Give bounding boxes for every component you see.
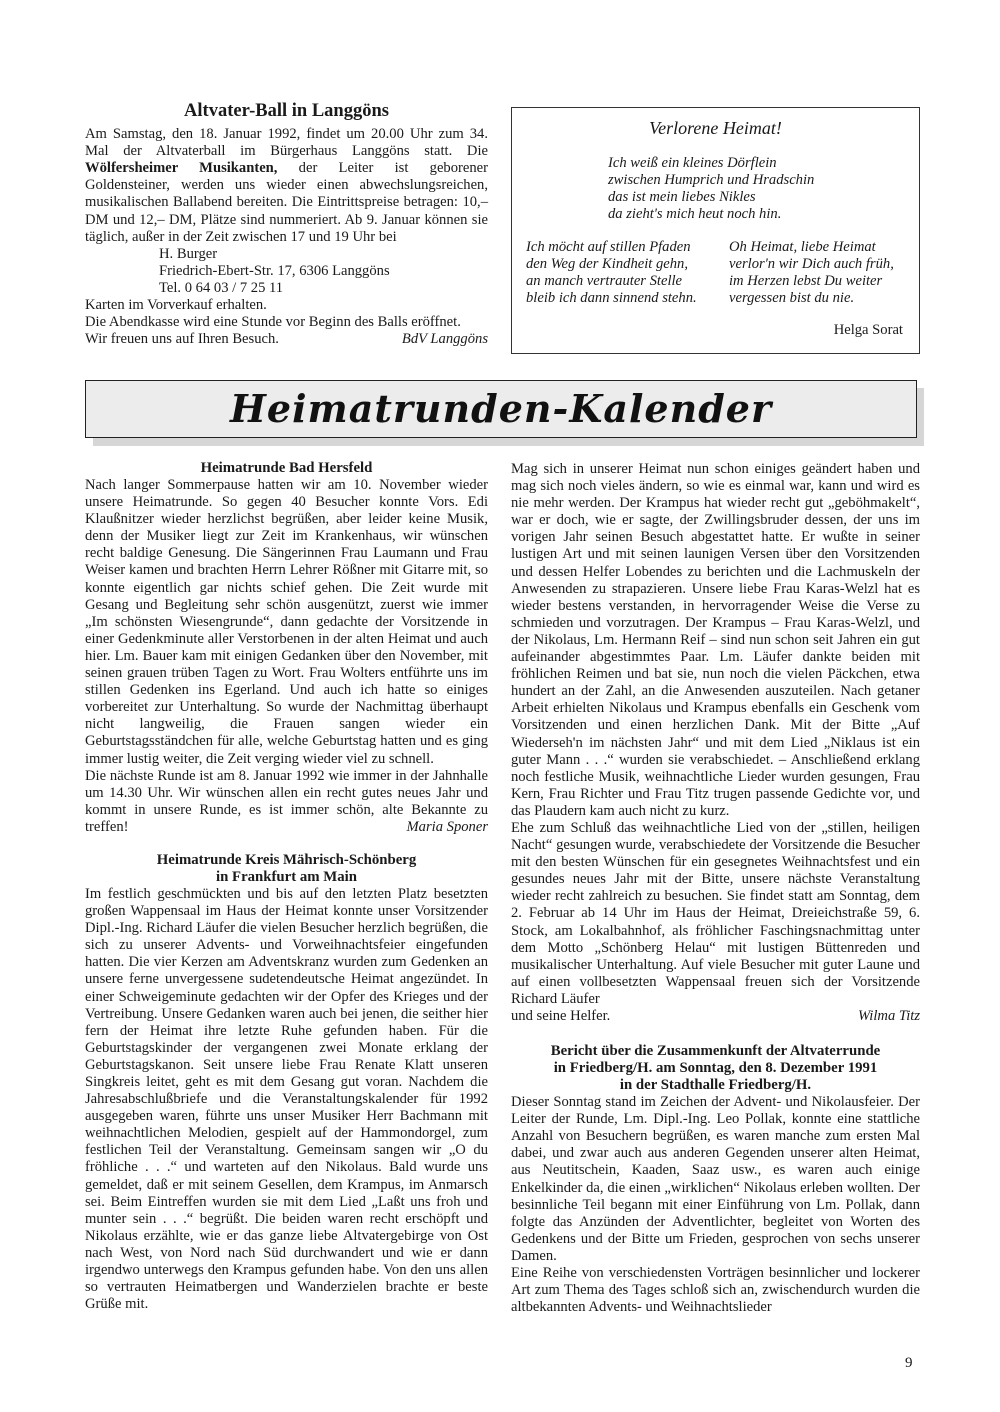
maehrisch-title-line-2: in Frankfurt am Main — [216, 868, 357, 885]
hersfeld-paragraph-1: Nach langer Sommerpause hatten wir am 10. November wieder unsere Heimatrunde. So gegen 40 Besucher konnte Vors. Edi Klaußnitzer wieder herzlichst begrüßen, aber leider keine Musik, denn der Musiker liegt zur Zeit im Krankenhaus, wir wünschen recht baldige Genesung. Die Sängerinnen Frau Laumann und Frau Weiser kamen und brachten Herrn Lehrer Rößner mit Gitarre mit, so konnte eigentlich gar nichts schief gehen. Die Zeit wurde mit Gesang und Begleitung sehr schön ausgenützt, zuerst wie immer „Im schönsten Wiesengrunde“, dann gedachte der Vorsitzende in einer Gedenkminute aller Verstorbenen in der alten Heimat und auch hier. Lm. Bauer kam mit einigen Gedanken über den November, mit seinen grauen trüben Tagen zu Wort. Frau Wolters entführte uns im stillen Gedenken ins Egerland. Und auch ich hatte so einiges vorbereitet zur Unterhaltung. So wurde der Nachmittag überhaupt nicht langweilig, die Frauen sangen wieder ein Geburtstagsständchen für alle, welche Geburtstag hatten und es ging immer lustig weiter, die Zeit verging wieder viel zu schnell. — [85, 477, 488, 767]
maehrisch-cont-paragraph-2: Ehe zum Schluß das weihnachtliche Lied von der „stillen, heiligen Nacht“ gesungen wurde, verabschiedete der Vorsitzende die Besucher mit den besten Wünschen für ein gesegnetes Weihnachtsfest und ein gesundes neues Jahr mit der Bitte, unsere nächste Veranstaltung wieder recht zahlreich zu besuchen. Sie findet statt am Sonntag, dem 2. Februar ab 14 Uhr im Haus der Heimat, Dreieichstraße 59, 6. Stock, am Lokalbahnhof, als fröhlicher Faschingsnachmittag unter dem Motto „Schönberg Helau“ mit lustigen Büttenreden und musikalischer Unterhaltung. Auf viele Besucher mit guter Laune und auf einen vollbesetzten Wappensaal freuen sich der Vorsitzende Richard Läufer — [511, 819, 920, 1007]
poem-line: bleib ich dann sinnend stehn. — [526, 290, 697, 307]
ball-signature: BdV Langgöns — [401, 331, 488, 348]
poem-line: vergessen bist du nie. — [729, 290, 855, 307]
poem-stanza-3 — [729, 239, 919, 307]
maehrisch-cont-paragraph-1: Mag sich in unserer Heimat nun schon einiges geändert haben und mag sich noch vieles ändern, so wie es einmal war, kann und wird es nie mehr werden. Der Krampus hat wieder recht gut „geböhmakelt“, war er doch, wie er sagte, der Zwillingsbruder dessen, der uns im vorigen Jahr seinen Besuch abgestattet hatte. Er wußte in seiner lustigen Art und mit seinen launigen Versen über den Vorsitzenden und dessen Helfer Lobendes zu berichten und die Lachmuskeln der Anwesenden zu strapazieren. Unsere liebe Frau Karas-Welzl hat es wieder bestens verstanden, in hervorragender Weise die Verse zu schmieden und vorzutragen. Der Krampus – Frau Karas-Welzl, und der Nikolaus, Lm. Hermann Reif – sind nun schon seit Jahren ein gut aufeinander abgestimmtes Paar. Lm. Läufer dankte beiden mit fröhlichen Reimen und bat sie, nun noch die vielen Päckchen, etwa hundert an der Zahl, an die Anwesenden auszuteilen. Nach getaner Arbeit erhielten Nikolaus und Krampus ebenfalls ein Geschenk vom Vorsitzenden und einen herzlichen Dank. Mit der Bitte „Auf Wiederseh'n im nächsten Jahr“ und mit dem Lied „Niklaus ist ein guter Mann . . .“ wurden sie verabschiedet. – Anschließend erklang noch festliche Musik, weihnachtliche Lieder wurden gesungen, Frau Kern, Frau Richter und Frau Titz trugen passende Gedichte vor, und das Plaudern kam auch nicht zu kurz. — [511, 461, 920, 819]
maehrisch-closing-text: und seine Helfer. — [511, 1008, 611, 1024]
poem-line: im Herzen lebst Du weiter — [729, 273, 883, 290]
poem-line: Oh Heimat, liebe Heimat — [729, 239, 876, 255]
banner — [85, 380, 917, 438]
poem-line: da zieht's mich heut noch hin. — [608, 206, 782, 223]
ball-line-presale: Karten im Vorverkauf erhalten. — [85, 297, 267, 314]
ball-p1a: Am Samstag, den 18. Januar 1992, findet um 20.00 Uhr zum 34. Mal der Altvaterball im Bürgerhaus Langgöns statt. Die — [85, 126, 488, 160]
friedberg-paragraph-2: Eine Reihe von verschiedensten Vorträgen besinnlicher und lockerer Art zum Thema des Tages schloß sich an, zwischendurch wurden die altbekannten Advents- und Weihnachtslieder — [511, 1265, 920, 1316]
poem-line: verlor'n wir Dich auch früh, — [729, 256, 894, 273]
friedberg-title — [511, 1043, 920, 1094]
maehrisch-signature: Wilma Titz — [857, 1008, 920, 1024]
hersfeld-paragraph-2: Die nächste Runde ist am 8. Januar 1992 wie immer in der Jahnhalle um 14.30 Uhr. Wir wünschen allen ein recht gutes neues Jahr und kommt in unsere Runde, es ist immer schön, alte Bekannte zu treffen! — [85, 767, 488, 835]
poem-stanza-1 — [608, 155, 908, 223]
poem-line: zwischen Humprich und Hradschin — [608, 172, 815, 189]
ball-closing — [85, 331, 488, 348]
friedberg-title-line-3: in der Stadthalle Friedberg/H. — [619, 1077, 812, 1094]
ball-band-name: Wölfersheimer Musikanten, — [85, 160, 278, 177]
ball-line-boxoffice: Die Abendkasse wird eine Stunde vor Beginn des Balls eröffnet. — [85, 314, 461, 331]
ball-closing-text: Wir freuen uns auf Ihren Besuch. — [85, 331, 279, 348]
ball-article — [85, 103, 488, 348]
friedberg-paragraph-1: Dieser Sonntag stand im Zeichen der Advent- und Nikolausfeier. Der Leiter der Runde, Lm. Dipl.-Ing. Leo Pollak, konnte eine stattliche Anzahl von Besuchern begrüßen, es waren manche zum ersten Mal dabei, und zwar auch aus anderen Gegenden unserer alten Heimat, aus Neutitschein, Kaaden, Saaz usw., es waren auch einige Enkelkinder da, die einen „wirklichen“ Nikolaus erleben wollten. Der besinnliche Teil begann mit einer Einführung von Lm. Pollak, dann folgte das Anzünden der Adventlichter, begleitet von Worten des Gedenkens und der Bitte um Frieden, gesprochen von sechs unserer Damen. — [511, 1094, 920, 1264]
poem-line: den Weg der Kindheit gehn, — [526, 256, 688, 273]
ball-p1c: der Leiter ist geborener Goldensteiner, werden uns wieder einen abwechslungsreichen, musikalischen Ballabend bereiten. Die Eintrittspreise betragen: 10,– DM und 12,– DM, Plätze sind nummeriert. Ab 9. Januar können sie täglich, außer in der Zeit zwischen 17 und 19 Uhr bei — [85, 160, 488, 245]
ball-address-street: Friedrich-Ebert-Str. 17, 6306 Langgöns — [159, 262, 390, 279]
poem-line: Ich möcht auf stillen Pfaden — [526, 239, 691, 255]
ball-address-phone: Tel. 0 64 03 / 7 25 11 — [159, 279, 284, 296]
left-column — [85, 460, 488, 1313]
friedberg-title-line-1: Bericht über die Zusammenkunft der Altvaterrunde — [550, 1043, 881, 1060]
banner-title: Heimatrunden-Kalender — [230, 386, 772, 431]
ball-paragraph — [85, 126, 488, 246]
maehrisch-title-line-1: Heimatrunde Kreis Mährisch-Schönberg — [156, 851, 417, 868]
ball-title: Altvater-Ball in Langgöns — [184, 101, 389, 121]
maehrisch-title — [85, 852, 488, 886]
ball-address-name: H. Burger — [159, 245, 218, 262]
page-number: 9 — [905, 1355, 913, 1371]
hersfeld-title: Heimatrunde Bad Hersfeld — [200, 460, 373, 476]
poem-line: an manch vertrauter Stelle — [526, 273, 683, 290]
friedberg-title-line-2: in Friedberg/H. am Sonntag, den 8. Dezember 1991 — [553, 1060, 878, 1077]
poem-line: das ist mein liebes Nikles — [608, 189, 756, 206]
hersfeld-signature: Maria Sponer — [406, 818, 488, 835]
poem-box — [511, 107, 920, 354]
right-column — [511, 461, 920, 1316]
poem-author: Helga Sorat — [833, 322, 903, 338]
maehrisch-closing — [511, 1008, 920, 1025]
poem-line: Ich weiß ein kleines Dörflein — [608, 155, 777, 171]
poem-title: Verlorene Heimat! — [649, 118, 782, 138]
maehrisch-paragraph: Im festlich geschmückten und bis auf den letzten Platz besetzten großen Wappensaal im Haus der Heimat konnte unser Vorsitzender Dipl.-Ing. Richard Läufer die vielen Besucher herzlich begrüßen, die sich zu unserer Advents- und Vorweihnachtsfeier eingefunden hatten. Die vier Kerzen am Adventskranz wurden zum Gedenken an unsere ferne unvergessene sudetendeutsche Heimat angezündet. In einer Schweigeminute gedachten wir der Opfer des Krieges und der Vertreibung. Unsere Gedanken waren auch bei jenen, die seither hier fern der Heimat ihre letzte Ruhe gefunden haben. Für die Geburtstagskinder der vergangenen zwei Monate erklang der Geburtstagskanon. Seit unsere liebe Frau Renate Klatt unseren Singkreis leitet, geht es mit dem Gesang gut voran. Nachdem die Jahresabschlußbriefe und die Veranstaltungskalender für 1992 ausgegeben waren, führte uns unser Musiker Herr Bachmann mit weihnachtlichen Melodien, gespielt auf der Hammondorgel, zum festlichen Teil der Veranstaltung. Gemeinsam sangen wir „O du fröhliche . . .“ und warteten auf den Nikolaus. Bald wurde uns gemeldet, daß er mit seinem Gesellen, dem Krampus, im Anmarsch sei. Beim Eintreffen wurden sie mit dem Lied „Laßt uns froh und munter sein . . .“ begrüßt. Die beiden waren recht erschöpft und Nikolaus erzählte, wie er das ganze liebe Altvatergebirge von Ost nach West, von Nord nach Süd durchwandert und wie er dann irgendwo unterwegs den Krampus gefunden habe. Von den uns allen so vertrauten Heimatbergen und Wanderzielen brachte er beste Grüße mit. — [85, 885, 488, 1313]
poem-stanza-2 — [526, 239, 721, 307]
